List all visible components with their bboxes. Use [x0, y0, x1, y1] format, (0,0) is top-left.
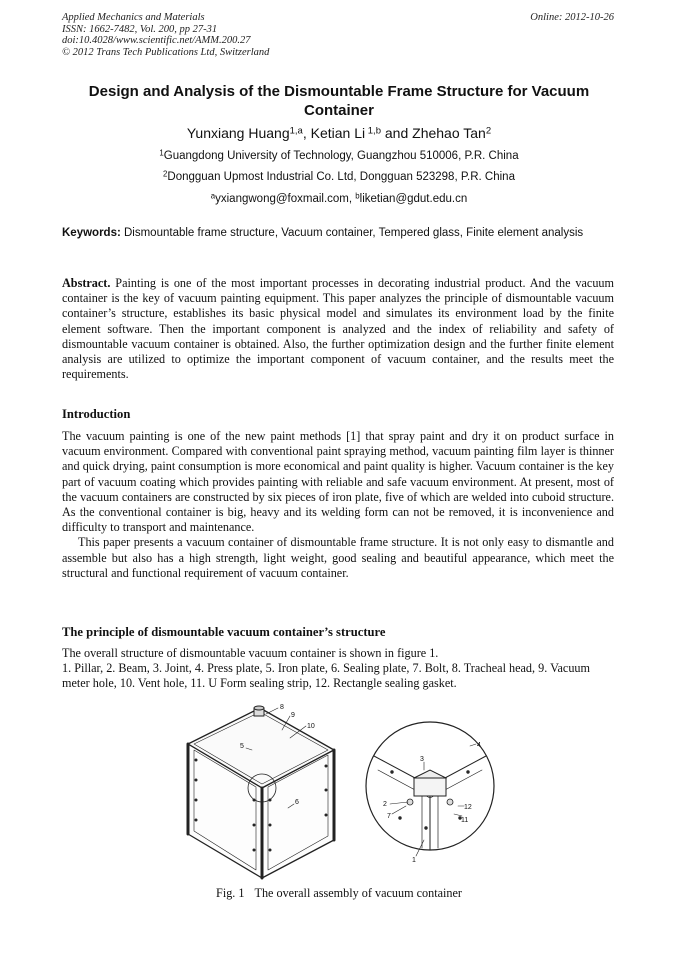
- affiliation-1: [62, 149, 616, 163]
- principle-body: [62, 646, 614, 692]
- introduction-heading: Introduction: [62, 407, 131, 421]
- online-date: Online: 2012-10-26: [530, 12, 614, 23]
- journal-header: [62, 12, 269, 58]
- abstract: [62, 276, 614, 382]
- email-sup: a: [210, 191, 216, 201]
- part-label-5: 5: [240, 743, 244, 750]
- introduction-paragraph-2: This paper presents a vacuum container of dismountable frame structure. It is not only easy to dismantle and assemble but also has a high strength, light weight, good sealing and beautiful appearance, which meet the structural and functional requirement of vacuum container.: [62, 535, 614, 580]
- figure-1: [178, 700, 508, 882]
- principle-heading: The principle of dismountable vacuum container’s structure: [62, 625, 386, 639]
- part-label-9: 9: [291, 712, 295, 719]
- author-sup: 2: [485, 125, 492, 137]
- part-label-6: 6: [295, 799, 299, 806]
- introduction-body: [62, 429, 614, 581]
- parts-list: 1. Pillar, 2. Beam, 3. Joint, 4. Press plate, 5. Iron plate, 6. Sealing plate, 7. Bolt, 8. Tracheal head, 9. Vacuum meter hole, 10. Vent hole, 11. U Form sealing strip, 12. Rectangle sealing gasket.: [62, 661, 591, 691]
- affiliation-2: [62, 170, 616, 184]
- paper-title: Design and Analysis of the Dismountable Frame Structure for Vacuum Container: [88, 83, 590, 119]
- journal-name: Applied Mechanics and Materials: [62, 12, 205, 23]
- doi-line[interactable]: doi:10.4028/www.scientific.net/AMM.200.27: [62, 35, 251, 46]
- introduction-paragraph-1: The vacuum painting is one of the new paint methods [1] that spray paint and dry it on product surface in vacuum environment. Compared with conventional paint spraying method, vacuum painting film layer is thinner and quick drying, paint consumption is more economical and paint quality is higher. Vacuum container is the key part of vacuum coating which provides painting with reliable and safe vacuum environment. At present, most of the vacuum containers are constructed by six pieces of iron plate, five of which are welded into cuboid structure. As the conventional container is big, heavy and its welding form can not be removed, it is inconvenience and difficulty to transport and maintenance.: [62, 429, 614, 535]
- part-label-1: 1: [412, 857, 416, 864]
- author-name: Zhehao Tan: [412, 125, 486, 141]
- author-sep: ,: [302, 125, 311, 141]
- keywords-text: Dismountable frame structure, Vacuum container, Tempered glass, Finite element analysis: [120, 227, 584, 239]
- affiliation-text: Dongguan Upmost Industrial Co. Ltd, Dongguan 523298, P.R. China: [167, 171, 515, 183]
- affiliation-sup: 1: [159, 148, 164, 158]
- part-label-12: 12: [464, 804, 472, 811]
- email-sup: b: [355, 191, 360, 201]
- part-label-2: 2: [383, 801, 387, 808]
- author-list: [62, 124, 616, 142]
- author-sep: and: [381, 125, 413, 141]
- part-label-10: 10: [307, 723, 315, 730]
- part-label-8: 8: [280, 704, 284, 711]
- part-label-11: 11: [461, 817, 469, 824]
- keywords-label: Keywords:: [62, 227, 121, 239]
- author-sup: 1,a: [289, 125, 303, 137]
- principle-paragraph-1: The overall structure of dismountable vacuum container is shown in figure 1.: [62, 646, 439, 660]
- copyright-line: © 2012 Trans Tech Publications Ltd, Switzerland: [62, 46, 270, 58]
- part-label-3: 3: [420, 756, 424, 763]
- author-sup: 1,b: [365, 125, 381, 137]
- caption-number: Fig. 1: [216, 886, 245, 900]
- abstract-label: Abstract.: [62, 276, 111, 290]
- author-name: Ketian Li: [310, 125, 366, 141]
- vacuum-container-drawing: [178, 700, 508, 882]
- keywords: [62, 226, 614, 241]
- email-link[interactable]: liketian@gdut.edu.cn: [359, 193, 468, 205]
- figure-caption: [62, 886, 616, 901]
- caption-text: The overall assembly of vacuum container: [254, 886, 462, 900]
- joint-detail-view: [366, 722, 494, 856]
- part-label-7: 7: [387, 813, 391, 820]
- part-label-4: 4: [477, 742, 481, 749]
- container-iso-view: [188, 706, 334, 878]
- affiliation-text: Guangdong University of Technology, Guangzhou 510006, P.R. China: [163, 150, 519, 162]
- author-name: Yunxiang Huang: [186, 125, 290, 141]
- affiliation-sup: 2: [163, 169, 168, 179]
- abstract-text: Painting is one of the most important processes in decorating industrial product. And the vacuum container is the key of vacuum painting equipment. This paper analyzes the principle of dismountable vacuum container’s structure, establishes its basic physical model and simulates its environment load by the finite element software. Then the important component is analyzed and the index of reliability and safety of dismountable vacuum container is obtained. Also, the further optimization design and the further finite element analysis are utilized to optimize the important component of vacuum container, and the results meet the requirements.: [62, 276, 614, 382]
- issn-line: ISSN: 1662-7482, Vol. 200, pp 27-31: [62, 23, 218, 35]
- email-link[interactable]: yxiangwong@foxmail.com,: [215, 193, 356, 205]
- email-line: [62, 192, 616, 206]
